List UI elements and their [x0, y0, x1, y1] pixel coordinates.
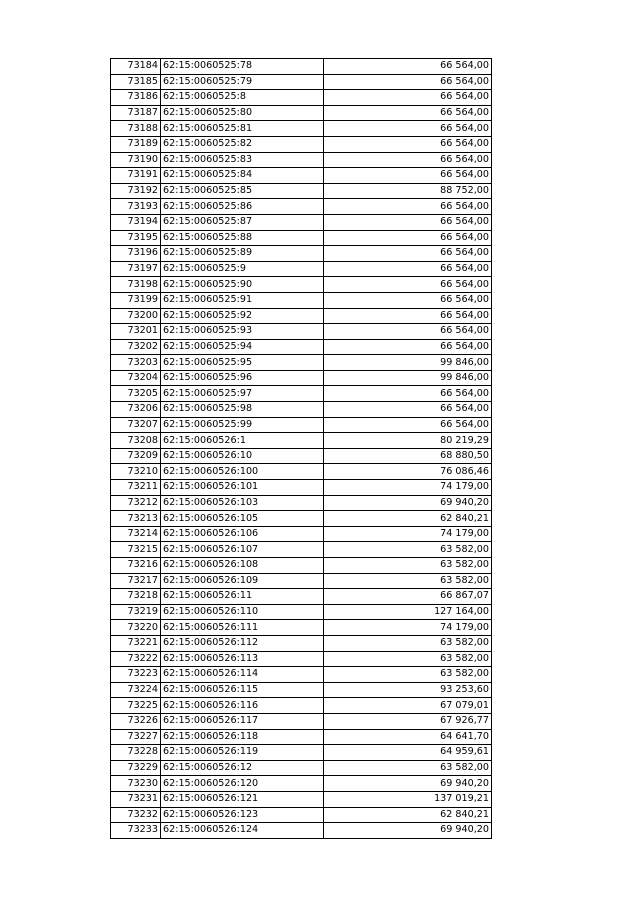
row-number-cell: 73187 [111, 105, 161, 121]
value-cell: 66 564,00 [324, 152, 492, 168]
row-number-cell: 73189 [111, 136, 161, 152]
table-row [111, 526, 492, 542]
cadastral-number-cell: 62:15:0060526:119 [161, 745, 324, 761]
cadastral-number-cell: 62:15:0060526:1 [161, 433, 324, 449]
table-row [111, 355, 492, 371]
cadastral-number-cell: 62:15:0060526:110 [161, 604, 324, 620]
cadastral-number-cell: 62:15:0060526:108 [161, 558, 324, 574]
value-cell: 93 253,60 [324, 682, 492, 698]
table-row [111, 713, 492, 729]
cadastral-number-cell: 62:15:0060525:88 [161, 230, 324, 246]
value-cell: 63 582,00 [324, 667, 492, 683]
value-cell: 66 564,00 [324, 59, 492, 75]
row-number-cell: 73193 [111, 199, 161, 215]
cadastral-number-cell: 62:15:0060525:85 [161, 183, 324, 199]
row-number-cell: 73227 [111, 729, 161, 745]
cadastral-number-cell: 62:15:0060526:101 [161, 480, 324, 496]
table-body [111, 59, 492, 839]
value-cell: 63 582,00 [324, 635, 492, 651]
table-row [111, 698, 492, 714]
cadastral-number-cell: 62:15:0060525:81 [161, 121, 324, 137]
row-number-cell: 73199 [111, 292, 161, 308]
value-cell: 66 564,00 [324, 74, 492, 90]
table-row [111, 417, 492, 433]
table-row [111, 136, 492, 152]
table-row [111, 199, 492, 215]
cadastral-number-cell: 62:15:0060526:113 [161, 651, 324, 667]
table-row [111, 760, 492, 776]
table-row [111, 230, 492, 246]
table-row [111, 90, 492, 106]
value-cell: 69 940,20 [324, 495, 492, 511]
cadastral-number-cell: 62:15:0060525:96 [161, 370, 324, 386]
table-row [111, 105, 492, 121]
value-cell: 69 940,20 [324, 823, 492, 839]
row-number-cell: 73212 [111, 495, 161, 511]
cadastral-number-cell: 62:15:0060526:109 [161, 573, 324, 589]
row-number-cell: 73214 [111, 526, 161, 542]
row-number-cell: 73215 [111, 542, 161, 558]
table-row [111, 823, 492, 839]
table-row [111, 152, 492, 168]
row-number-cell: 73209 [111, 448, 161, 464]
value-cell: 66 564,00 [324, 168, 492, 184]
cadastral-number-cell: 62:15:0060525:95 [161, 355, 324, 371]
row-number-cell: 73200 [111, 308, 161, 324]
row-number-cell: 73198 [111, 277, 161, 293]
table-row [111, 324, 492, 340]
value-cell: 69 940,20 [324, 776, 492, 792]
cadastral-number-cell: 62:15:0060525:86 [161, 199, 324, 215]
cadastral-number-cell: 62:15:0060526:118 [161, 729, 324, 745]
table-row [111, 464, 492, 480]
value-cell: 66 564,00 [324, 199, 492, 215]
value-cell: 74 179,00 [324, 480, 492, 496]
cadastral-number-cell: 62:15:0060526:124 [161, 823, 324, 839]
row-number-cell: 73205 [111, 386, 161, 402]
value-cell: 80 219,29 [324, 433, 492, 449]
value-cell: 99 846,00 [324, 370, 492, 386]
table-row [111, 745, 492, 761]
table-row [111, 168, 492, 184]
value-cell: 66 564,00 [324, 246, 492, 262]
cadastral-number-cell: 62:15:0060526:120 [161, 776, 324, 792]
value-cell: 66 564,00 [324, 261, 492, 277]
value-cell: 66 867,07 [324, 589, 492, 605]
cadastral-number-cell: 62:15:0060525:79 [161, 74, 324, 90]
row-number-cell: 73192 [111, 183, 161, 199]
cadastral-number-cell: 62:15:0060525:94 [161, 339, 324, 355]
row-number-cell: 73217 [111, 573, 161, 589]
value-cell: 67 926,77 [324, 713, 492, 729]
cadastral-number-cell: 62:15:0060526:106 [161, 526, 324, 542]
table-row [111, 635, 492, 651]
cadastral-number-cell: 62:15:0060525:82 [161, 136, 324, 152]
value-cell: 66 564,00 [324, 214, 492, 230]
value-cell: 74 179,00 [324, 620, 492, 636]
value-cell: 63 582,00 [324, 651, 492, 667]
value-cell: 66 564,00 [324, 90, 492, 106]
value-cell: 66 564,00 [324, 324, 492, 340]
table-row [111, 402, 492, 418]
value-cell: 67 079,01 [324, 698, 492, 714]
table-row [111, 558, 492, 574]
table-row [111, 386, 492, 402]
table-row [111, 511, 492, 527]
value-cell: 76 086,46 [324, 464, 492, 480]
value-cell: 66 564,00 [324, 402, 492, 418]
row-number-cell: 73224 [111, 682, 161, 698]
value-cell: 64 959,61 [324, 745, 492, 761]
cadastral-number-cell: 62:15:0060526:12 [161, 760, 324, 776]
value-cell: 63 582,00 [324, 760, 492, 776]
row-number-cell: 73206 [111, 402, 161, 418]
table-row [111, 308, 492, 324]
row-number-cell: 73229 [111, 760, 161, 776]
cadastral-number-cell: 62:15:0060525:99 [161, 417, 324, 433]
value-cell: 63 582,00 [324, 573, 492, 589]
value-cell: 99 846,00 [324, 355, 492, 371]
row-number-cell: 73197 [111, 261, 161, 277]
cadastral-number-cell: 62:15:0060525:93 [161, 324, 324, 340]
cadastral-number-cell: 62:15:0060525:90 [161, 277, 324, 293]
table-row [111, 480, 492, 496]
table-row [111, 589, 492, 605]
value-cell: 66 564,00 [324, 386, 492, 402]
value-cell: 63 582,00 [324, 542, 492, 558]
table-row [111, 277, 492, 293]
row-number-cell: 73201 [111, 324, 161, 340]
row-number-cell: 73186 [111, 90, 161, 106]
cadastral-number-cell: 62:15:0060526:107 [161, 542, 324, 558]
cadastral-number-cell: 62:15:0060525:78 [161, 59, 324, 75]
table-row [111, 433, 492, 449]
cadastral-number-cell: 62:15:0060526:111 [161, 620, 324, 636]
cadastral-number-cell: 62:15:0060526:10 [161, 448, 324, 464]
row-number-cell: 73196 [111, 246, 161, 262]
cadastral-number-cell: 62:15:0060525:83 [161, 152, 324, 168]
cadastral-number-cell: 62:15:0060525:91 [161, 292, 324, 308]
row-number-cell: 73185 [111, 74, 161, 90]
value-cell: 62 840,21 [324, 807, 492, 823]
value-cell: 74 179,00 [324, 526, 492, 542]
value-cell: 137 019,21 [324, 791, 492, 807]
value-cell: 66 564,00 [324, 230, 492, 246]
cadastral-number-cell: 62:15:0060525:92 [161, 308, 324, 324]
cadastral-number-cell: 62:15:0060526:115 [161, 682, 324, 698]
row-number-cell: 73195 [111, 230, 161, 246]
cadastral-number-cell: 62:15:0060526:11 [161, 589, 324, 605]
value-cell: 68 880,50 [324, 448, 492, 464]
cadastral-number-cell: 62:15:0060525:89 [161, 246, 324, 262]
value-cell: 66 564,00 [324, 339, 492, 355]
table-row [111, 667, 492, 683]
value-cell: 64 641,70 [324, 729, 492, 745]
cadastral-number-cell: 62:15:0060526:105 [161, 511, 324, 527]
row-number-cell: 73188 [111, 121, 161, 137]
row-number-cell: 73211 [111, 480, 161, 496]
value-cell: 66 564,00 [324, 277, 492, 293]
table-row [111, 682, 492, 698]
table-row [111, 807, 492, 823]
cadastral-number-cell: 62:15:0060525:84 [161, 168, 324, 184]
row-number-cell: 73210 [111, 464, 161, 480]
table-row [111, 448, 492, 464]
table-row [111, 59, 492, 75]
cadastral-number-cell: 62:15:0060526:116 [161, 698, 324, 714]
table-row [111, 620, 492, 636]
table-row [111, 214, 492, 230]
table-row [111, 261, 492, 277]
table-row [111, 729, 492, 745]
row-number-cell: 73219 [111, 604, 161, 620]
row-number-cell: 73207 [111, 417, 161, 433]
table-row [111, 791, 492, 807]
row-number-cell: 73184 [111, 59, 161, 75]
row-number-cell: 73225 [111, 698, 161, 714]
table-row [111, 573, 492, 589]
table-row [111, 121, 492, 137]
table-row [111, 542, 492, 558]
row-number-cell: 73230 [111, 776, 161, 792]
row-number-cell: 73203 [111, 355, 161, 371]
cadastral-number-cell: 62:15:0060525:8 [161, 90, 324, 106]
cadastral-number-cell: 62:15:0060526:114 [161, 667, 324, 683]
cadastral-number-cell: 62:15:0060526:123 [161, 807, 324, 823]
table-row [111, 339, 492, 355]
row-number-cell: 73202 [111, 339, 161, 355]
value-cell: 63 582,00 [324, 558, 492, 574]
row-number-cell: 73216 [111, 558, 161, 574]
value-cell: 88 752,00 [324, 183, 492, 199]
row-number-cell: 73218 [111, 589, 161, 605]
cadastral-number-cell: 62:15:0060526:117 [161, 713, 324, 729]
value-cell: 66 564,00 [324, 136, 492, 152]
table-row [111, 651, 492, 667]
table-row [111, 776, 492, 792]
cadastral-number-cell: 62:15:0060526:100 [161, 464, 324, 480]
row-number-cell: 73220 [111, 620, 161, 636]
value-cell: 66 564,00 [324, 121, 492, 137]
row-number-cell: 73204 [111, 370, 161, 386]
cadastral-number-cell: 62:15:0060526:103 [161, 495, 324, 511]
row-number-cell: 73232 [111, 807, 161, 823]
table-row [111, 292, 492, 308]
value-cell: 66 564,00 [324, 292, 492, 308]
cadastral-number-cell: 62:15:0060525:80 [161, 105, 324, 121]
cadastral-number-cell: 62:15:0060525:87 [161, 214, 324, 230]
table-row [111, 495, 492, 511]
value-cell: 66 564,00 [324, 308, 492, 324]
cadastral-number-cell: 62:15:0060525:97 [161, 386, 324, 402]
value-cell: 62 840,21 [324, 511, 492, 527]
table-row [111, 370, 492, 386]
data-table [110, 58, 492, 839]
row-number-cell: 73223 [111, 667, 161, 683]
table-row [111, 246, 492, 262]
table-row [111, 74, 492, 90]
row-number-cell: 73233 [111, 823, 161, 839]
value-cell: 66 564,00 [324, 417, 492, 433]
row-number-cell: 73221 [111, 635, 161, 651]
value-cell: 66 564,00 [324, 105, 492, 121]
row-number-cell: 73191 [111, 168, 161, 184]
row-number-cell: 73228 [111, 745, 161, 761]
row-number-cell: 73213 [111, 511, 161, 527]
row-number-cell: 73194 [111, 214, 161, 230]
row-number-cell: 73222 [111, 651, 161, 667]
row-number-cell: 73208 [111, 433, 161, 449]
cadastral-number-cell: 62:15:0060525:9 [161, 261, 324, 277]
row-number-cell: 73226 [111, 713, 161, 729]
value-cell: 127 164,00 [324, 604, 492, 620]
row-number-cell: 73190 [111, 152, 161, 168]
table-row [111, 604, 492, 620]
cadastral-number-cell: 62:15:0060526:121 [161, 791, 324, 807]
table-row [111, 183, 492, 199]
cadastral-number-cell: 62:15:0060525:98 [161, 402, 324, 418]
cadastral-number-cell: 62:15:0060526:112 [161, 635, 324, 651]
row-number-cell: 73231 [111, 791, 161, 807]
